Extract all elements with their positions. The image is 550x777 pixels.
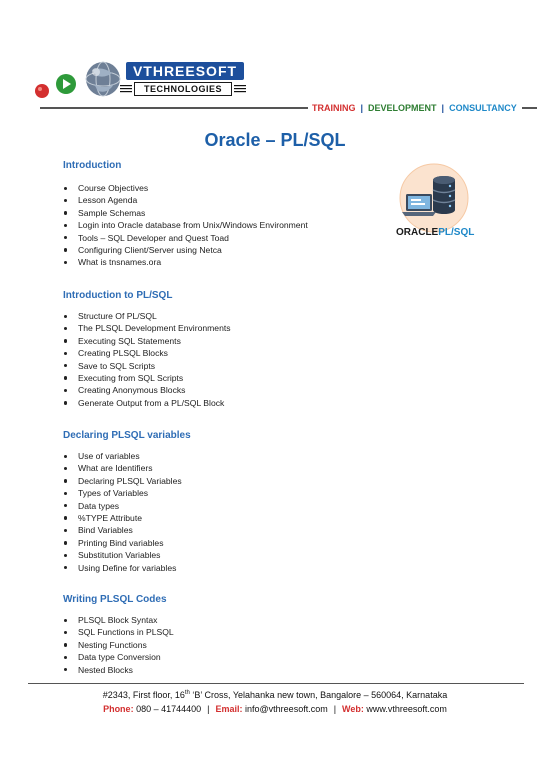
page-title: Oracle – PL/SQL — [204, 130, 346, 150]
list-item: %TYPE Attribute — [63, 512, 182, 524]
header-rule-right — [522, 107, 537, 109]
list-item: The PLSQL Development Environments — [63, 322, 231, 334]
list-item: Save to SQL Scripts — [63, 360, 231, 372]
service-separator: | — [441, 103, 445, 113]
list-item: Executing SQL Statements — [63, 335, 231, 347]
service-development: DEVELOPMENT — [368, 103, 437, 113]
list-item: Lesson Agenda — [63, 194, 308, 206]
section-title-introduction: Introduction — [63, 160, 122, 171]
email-label: Email: — [215, 704, 243, 714]
brand-lines-left-icon — [120, 84, 132, 93]
email-link[interactable]: info@vthreesoft.com — [245, 704, 328, 714]
address-part: #2343, First floor, 16 — [102, 690, 185, 700]
web-link[interactable]: www.vthreesoft.com — [366, 704, 447, 714]
service-consultancy: CONSULTANCY — [449, 103, 517, 113]
list-item: Sample Schemas — [63, 207, 308, 219]
oracle-word: ORACLE — [396, 227, 439, 238]
list-item: SQL Functions in PLSQL — [63, 626, 174, 638]
services-strip — [312, 101, 522, 115]
list-item: Executing from SQL Scripts — [63, 372, 231, 384]
section-list-writing-codes — [63, 614, 174, 676]
list-item: Types of Variables — [63, 487, 182, 499]
contact-separator: | — [333, 704, 337, 714]
list-item: What are Identifiers — [63, 462, 182, 474]
section-title-intro-plsql: Introduction to PL/SQL — [63, 290, 173, 301]
list-item: PLSQL Block Syntax — [63, 614, 174, 626]
list-item: Login into Oracle database from Unix/Windows Environment — [63, 219, 308, 231]
brand-name: VTHREESOFT — [126, 62, 244, 80]
service-training: TRAINING — [312, 103, 356, 113]
section-title-declaring-variables: Declaring PLSQL variables — [63, 430, 191, 441]
list-item: Creating Anonymous Blocks — [63, 384, 231, 396]
footer-rule — [28, 683, 524, 684]
list-item: Nesting Functions — [63, 639, 174, 651]
address-superscript: th — [184, 690, 190, 696]
list-item: Course Objectives — [63, 182, 308, 194]
service-separator: | — [360, 103, 364, 113]
list-item: Creating PLSQL Blocks — [63, 347, 231, 359]
header-rule-left — [40, 107, 308, 109]
list-item: Using Define for variables — [63, 562, 182, 574]
brand-subtitle: TECHNOLOGIES — [134, 82, 232, 96]
list-item: Nested Blocks — [63, 664, 174, 676]
list-item: Bind Variables — [63, 524, 182, 536]
list-item: Configuring Client/Server using Netca — [63, 244, 308, 256]
section-list-intro-plsql — [63, 310, 231, 409]
list-item: Use of variables — [63, 450, 182, 462]
section-title-writing-codes: Writing PLSQL Codes — [63, 594, 167, 605]
oracle-plsql-label — [396, 226, 475, 240]
phone-label: Phone: — [103, 704, 134, 714]
list-item: Printing Bind variables — [63, 537, 182, 549]
list-item: Data type Conversion — [63, 651, 174, 663]
footer-contact — [0, 704, 550, 714]
contact-separator: | — [207, 704, 210, 714]
address-part: ‘B’ Cross, Yelahanka new town, Bangalore – 560064, Karnataka — [189, 690, 448, 700]
phone-number: 080 – 41744400 — [136, 704, 202, 714]
plsql-word: PL/SQL — [438, 227, 475, 238]
list-item: Declaring PLSQL Variables — [63, 475, 182, 487]
footer-address — [0, 690, 550, 700]
list-item: Data types — [63, 500, 182, 512]
section-list-introduction — [63, 182, 308, 269]
list-item: Substitution Variables — [63, 549, 182, 561]
list-item: Tools – SQL Developer and Quest Toad — [63, 232, 308, 244]
web-label: Web: — [342, 704, 364, 714]
list-item: Structure Of PL/SQL — [63, 310, 231, 322]
list-item: What is tnsnames.ora — [63, 256, 308, 268]
list-item: Generate Output from a PL/SQL Block — [63, 397, 231, 409]
brand-lines-right-icon — [234, 84, 246, 93]
section-list-declaring-variables — [63, 450, 182, 574]
